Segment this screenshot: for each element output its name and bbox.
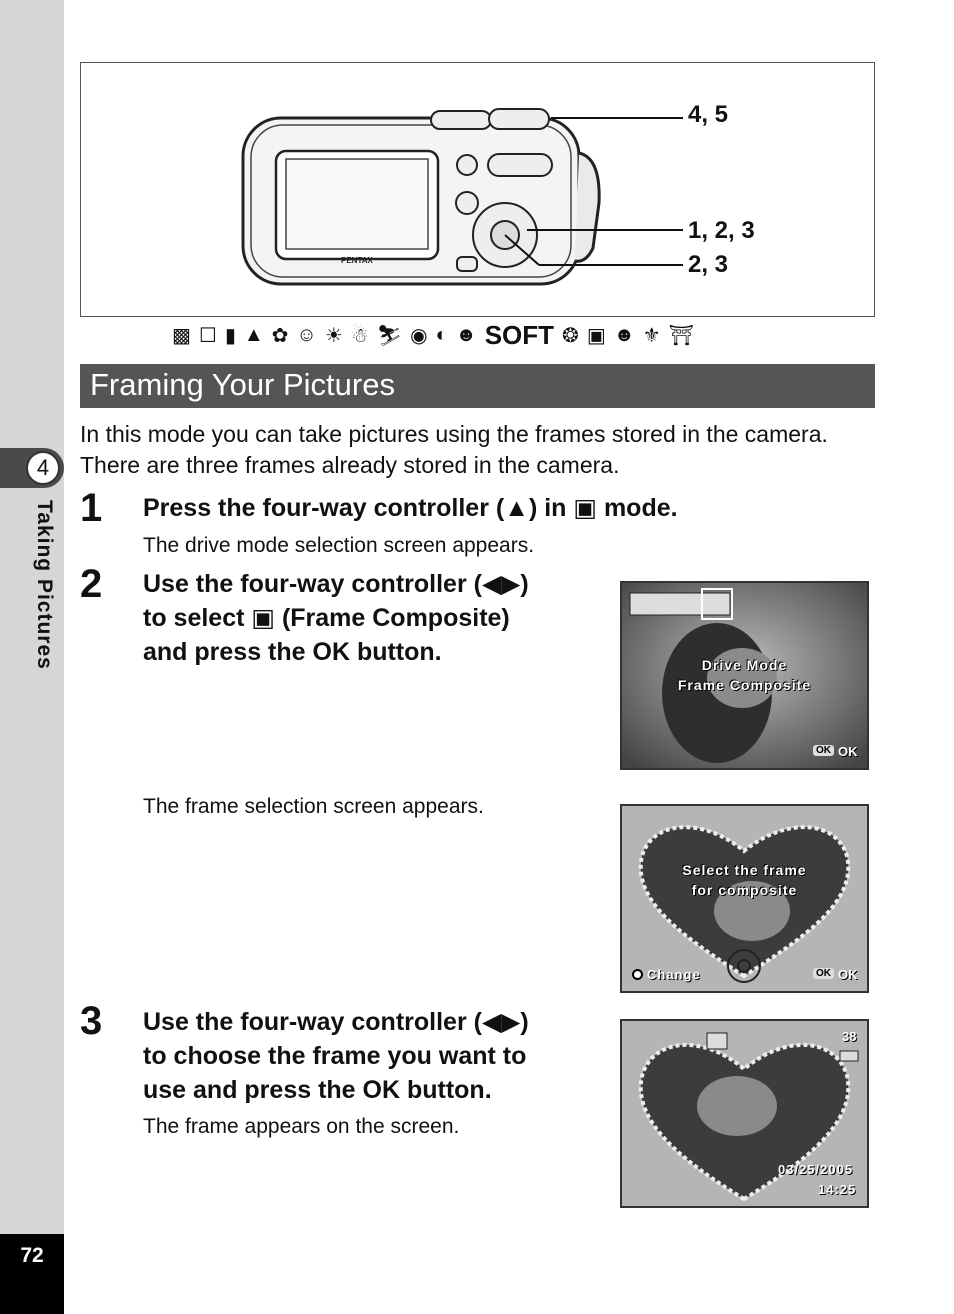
- frame-select-screen: [620, 804, 869, 993]
- pet-dog-icon: ◐: [435, 323, 448, 346]
- drive-mode-label: Drive Mode: [701, 657, 788, 673]
- ok-label: OK: [838, 744, 858, 759]
- ok-label: OK: [838, 967, 858, 982]
- soft-icon: SOFT: [484, 319, 555, 350]
- callout-shutter: 4, 5: [688, 101, 729, 128]
- step-3-number: 3: [80, 999, 103, 1043]
- text-icon: ❂: [562, 324, 579, 347]
- auto-pict-icon: ▩: [172, 324, 191, 347]
- step-3-heading-line1: Use the four-way controller (◀▶): [143, 1008, 529, 1036]
- surf-snow-icon: ☀: [324, 324, 343, 347]
- sport-icon: ⛷: [376, 324, 403, 347]
- flower-icon: ✿: [271, 324, 289, 347]
- step-2-number: 2: [80, 562, 103, 606]
- drive-mode-photo: [622, 583, 867, 768]
- kids-icon: ☻: [455, 323, 477, 346]
- step-3-heading-line2: to choose the frame you want to: [143, 1042, 527, 1070]
- step-1-heading: Press the four-way controller (▲) in ▣ mode.: [143, 494, 678, 522]
- frame-composite-label: Frame Composite: [677, 677, 812, 693]
- mode-icon-row: [172, 321, 875, 349]
- landscape-icon: ▲: [243, 323, 264, 346]
- program-icon: ☐: [198, 324, 217, 347]
- food-icon: ⚜: [642, 324, 661, 347]
- camera-illustration: [81, 63, 876, 318]
- chapter-number: 4: [26, 451, 60, 485]
- night-scene-icon: ▮: [224, 324, 236, 347]
- time-stamp: 14:25: [818, 1182, 857, 1197]
- select-frame-label: Select the frame: [682, 862, 807, 878]
- chapter-label: Taking Pictures: [33, 500, 56, 670]
- step-2-body: The frame selection screen appears.: [143, 795, 484, 818]
- callout-ok: 2, 3: [688, 251, 729, 278]
- section-title: Framing Your Pictures: [90, 367, 395, 402]
- remaining-shots: 38: [842, 1029, 857, 1044]
- frame-select-photo: [622, 806, 867, 991]
- callout-controller: 1, 2, 3: [688, 217, 755, 244]
- portrait-icon: ☺: [296, 323, 317, 346]
- frame-icon: ▣: [586, 324, 606, 347]
- ok-button-badge: OK: [813, 968, 834, 979]
- for-composite-label: for composite: [691, 882, 798, 898]
- step-2-heading-line3: and press the OK button.: [143, 638, 442, 666]
- step-2-heading-line2: to select ▣ (Frame Composite): [143, 604, 510, 632]
- self-portrait-icon: ☻: [613, 323, 635, 346]
- step-2-heading-line1: Use the four-way controller (◀▶): [143, 570, 529, 598]
- date-stamp: 03/25/2005: [778, 1162, 854, 1177]
- step-3-body: The frame appears on the screen.: [143, 1115, 460, 1138]
- step-1-body: The drive mode selection screen appears.: [143, 534, 535, 557]
- brand-logo: PENTAX: [341, 256, 373, 265]
- camera-figure: [80, 62, 875, 317]
- pet-cat-icon: ◉: [410, 324, 428, 347]
- snow-icon: ☃: [350, 324, 369, 347]
- step-3-heading-line3: use and press the OK button.: [143, 1076, 492, 1104]
- drive-mode-screen: [620, 581, 869, 770]
- change-label: Change: [647, 967, 701, 982]
- ok-button-badge: OK: [813, 745, 834, 756]
- page-number: 72: [20, 1244, 44, 1267]
- museum-icon: ⛩: [668, 324, 695, 347]
- frame-result-screen: [620, 1019, 869, 1208]
- step-1-number: 1: [80, 486, 103, 530]
- intro-text: In this mode you can take pictures using the frames stored in the camera. There are three frames already stored in the camera.: [80, 421, 828, 478]
- frame-result-photo: [622, 1021, 867, 1206]
- four-way-icon: [632, 969, 643, 980]
